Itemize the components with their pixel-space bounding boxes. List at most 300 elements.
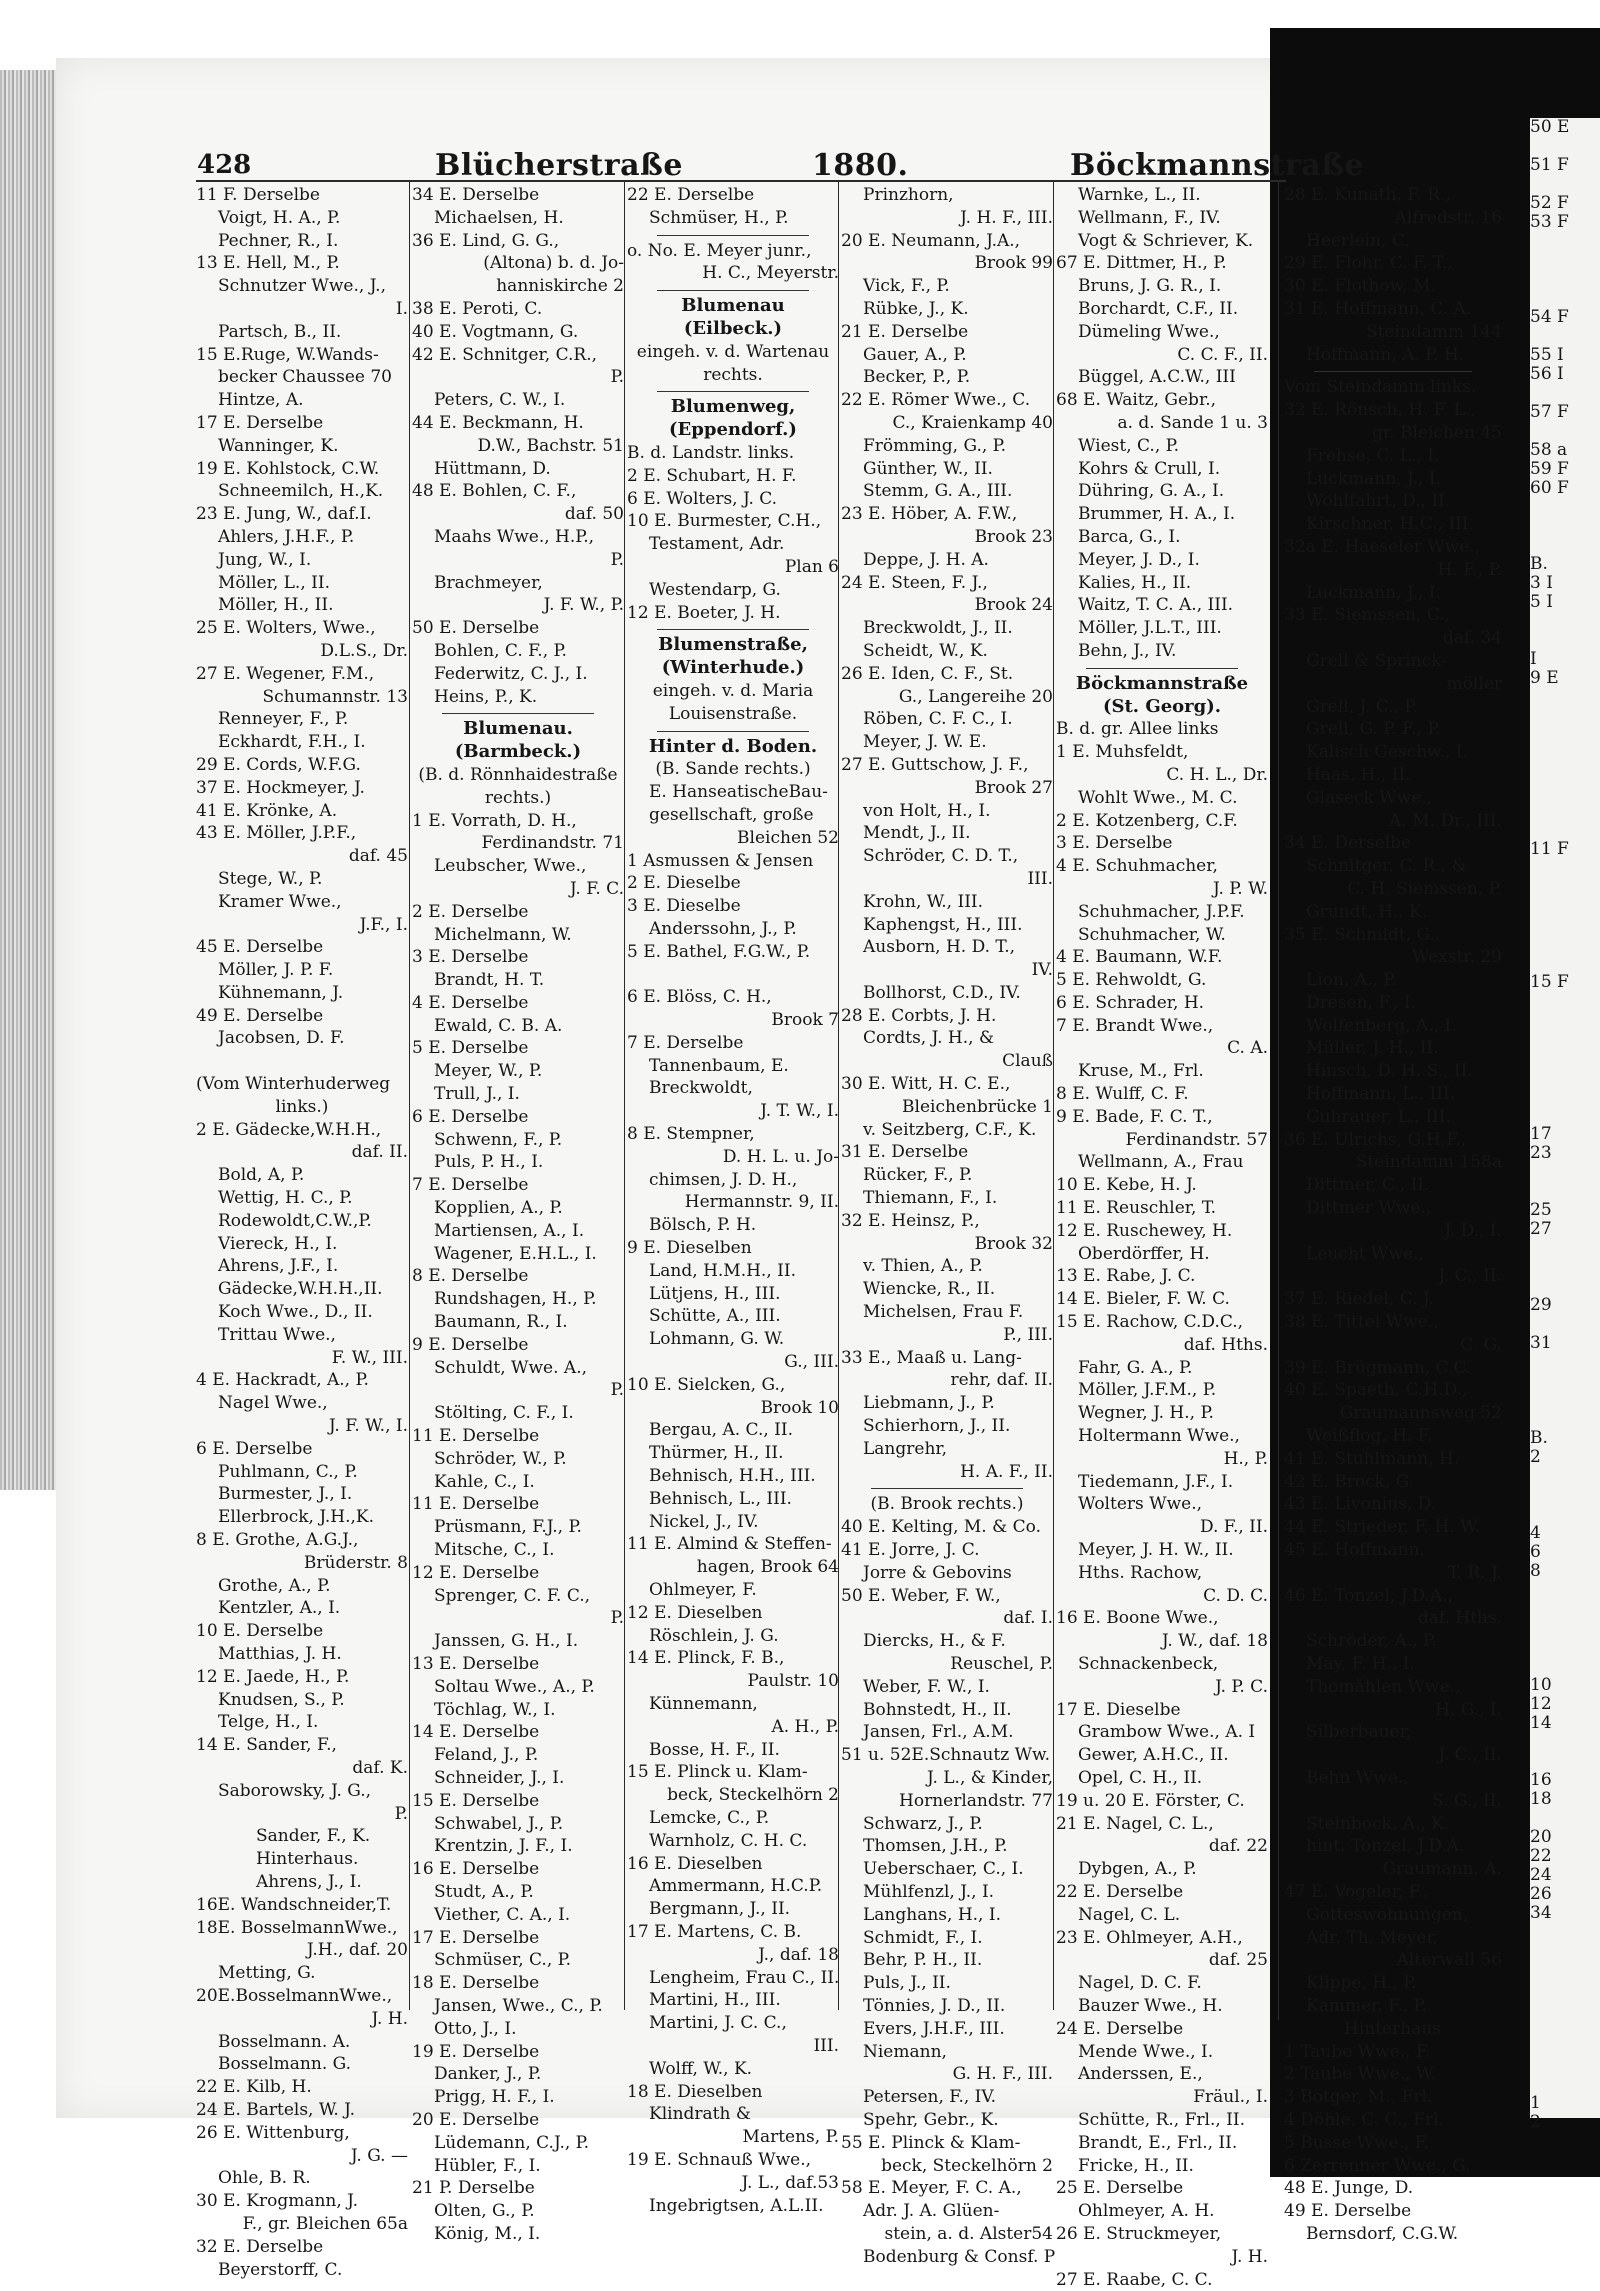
directory-entry: 32 E. Heinsz, P., bbox=[841, 1210, 980, 1231]
directory-entry: C. D. C. bbox=[1203, 1585, 1268, 1606]
directory-entry: Schmüser, C., P. bbox=[434, 1950, 572, 1971]
directory-entry: 16 E. Derselbe bbox=[412, 1859, 540, 1880]
directory-entry: J. G. — bbox=[350, 2145, 408, 2166]
directory-entry: J. L., daf.53 bbox=[741, 2172, 839, 2193]
directory-entry: Meyer, W., P. bbox=[434, 1061, 543, 1082]
directory-entry: Behn Wwe., bbox=[1306, 1767, 1409, 1788]
directory-entry: 9 E. Bade, F. C. T., bbox=[1056, 1106, 1213, 1127]
adjacent-page-number bbox=[1530, 745, 1600, 764]
directory-entry: Jansen, Wwe., C., P. bbox=[434, 1995, 603, 2016]
directory-entry: 37 E. Hockmeyer, J. bbox=[196, 777, 365, 798]
directory-entry: 11 E. Reuschler, T. bbox=[1056, 1198, 1217, 1219]
directory-entry: Hermannstr. 9, II. bbox=[684, 1192, 839, 1213]
directory-entry: Glaseck Wwe., bbox=[1306, 787, 1433, 808]
directory-entry: 2 Taube Wwe., W. bbox=[1284, 2064, 1436, 2085]
directory-entry: 6 E. Blöss, C. H., bbox=[627, 987, 772, 1008]
directory-entry: Hinsch, D. H. S., II. bbox=[1306, 1061, 1473, 1082]
directory-entry: E. HanseatischeBau- bbox=[649, 782, 828, 803]
directory-entry: Otto, J., I. bbox=[434, 2018, 517, 2039]
directory-entry: Fahr, G. A., P. bbox=[1078, 1357, 1193, 1378]
adjacent-page-number bbox=[1530, 1486, 1600, 1505]
column-5 bbox=[1056, 184, 1268, 2291]
adjacent-page-number bbox=[1530, 726, 1600, 745]
directory-entry: Brook 10 bbox=[760, 1397, 839, 1418]
directory-entry: 21 P. Derselbe bbox=[412, 2178, 535, 2199]
directory-entry: Günther, W., II. bbox=[863, 458, 993, 479]
adjacent-page-number bbox=[1530, 2018, 1600, 2037]
directory-entry: 4 Döhle, C. C., Frl. bbox=[1284, 2109, 1444, 2130]
directory-entry: Schütte, A., III. bbox=[649, 1306, 781, 1327]
directory-entry: Voigt, H. A., P. bbox=[218, 207, 341, 228]
directory-entry: Frömming, G., P. bbox=[863, 435, 1007, 456]
directory-entry: Wolff, W., K. bbox=[649, 2058, 753, 2079]
adjacent-page-number: 31 bbox=[1530, 1333, 1552, 1353]
column-1 bbox=[196, 184, 408, 2281]
directory-entry: Martini, J. C. C., bbox=[649, 2013, 787, 2034]
directory-entry: Schuhmacher, J.P.F. bbox=[1078, 901, 1245, 922]
directory-entry: Brook 99 bbox=[974, 253, 1053, 274]
street-heading: Blumenau. bbox=[463, 718, 573, 740]
adjacent-page-number: 16 bbox=[1530, 1770, 1552, 1790]
directory-entry: Langrehr, bbox=[863, 1438, 948, 1459]
directory-entry: Peters, C. W., I. bbox=[434, 390, 566, 411]
directory-entry: Meyer, J. W. E. bbox=[863, 732, 987, 753]
directory-entry: Steinbock, A., K. bbox=[1306, 1813, 1450, 1834]
directory-entry: 17 E. Derselbe bbox=[412, 1927, 540, 1948]
directory-entry: daf. 50 bbox=[564, 504, 624, 525]
directory-entry: Warnke, L., II. bbox=[1078, 185, 1201, 205]
directory-entry: daf. 22 bbox=[1208, 1836, 1268, 1857]
directory-entry: Schnutzer Wwe., J., bbox=[218, 276, 386, 297]
column-4 bbox=[841, 184, 1056, 2269]
directory-entry: J. F. W., I. bbox=[328, 1416, 408, 1437]
adjacent-page-number bbox=[1530, 384, 1600, 403]
directory-entry: Weißflog, H. F. bbox=[1306, 1426, 1433, 1447]
directory-entry: Koch Wwe., D., II. bbox=[218, 1302, 373, 1323]
directory-entry: Brummer, H. A., I. bbox=[1078, 504, 1236, 525]
directory-entry: Grell & Sprinck- bbox=[1306, 650, 1447, 671]
adjacent-page-number: 52 F bbox=[1530, 193, 1569, 213]
directory-entry: Dümeling Wwe., bbox=[1078, 321, 1220, 342]
directory-entry: Langhans, H., I. bbox=[863, 1904, 1001, 1925]
directory-entry: Schneider, J., I. bbox=[434, 1767, 565, 1788]
directory-entry: 2 E. Derselbe bbox=[412, 901, 529, 922]
directory-entry: 43 E. Möller, J.P.F., bbox=[196, 823, 357, 844]
directory-entry: Gewer, A.H.C., II. bbox=[1078, 1745, 1229, 1766]
directory-entry: Thomählen Wwe., bbox=[1306, 1676, 1461, 1697]
directory-entry: 22 E. Römer Wwe., C. bbox=[841, 390, 1031, 411]
directory-entry: Bergau, A. C., II. bbox=[649, 1420, 793, 1441]
directory-entry: 33 E., Maaß u. Lang- bbox=[841, 1347, 1022, 1368]
section-rule bbox=[657, 235, 809, 236]
adjacent-page-number bbox=[1530, 2037, 1600, 2056]
adjacent-page-number bbox=[1530, 1353, 1600, 1372]
directory-entry: Mühlfenzl, J., I. bbox=[863, 1881, 995, 1902]
directory-entry: D. H. L. u. Jo- bbox=[722, 1146, 839, 1167]
adjacent-page-number: 60 F bbox=[1530, 478, 1569, 498]
directory-entry: (Altona) b. d. Jo- bbox=[483, 253, 624, 274]
directory-entry: Behr, P. H., II. bbox=[863, 1950, 983, 1971]
directory-entry: Rodewoldt,C.W.,P. bbox=[218, 1210, 372, 1231]
directory-entry: 67 E. Dittmer, H., P. bbox=[1056, 253, 1227, 274]
directory-entry: Trull, J., I. bbox=[434, 1084, 520, 1105]
directory-entry: 19 u. 20 E. Förster, C. bbox=[1056, 1790, 1245, 1811]
adjacent-page-number: 14 bbox=[1530, 1713, 1552, 1733]
directory-entry: Wanninger, K. bbox=[218, 435, 339, 456]
directory-entry: Brachmeyer, bbox=[434, 572, 543, 593]
directory-entry: Mitsche, C., I. bbox=[434, 1540, 555, 1561]
directory-entry: 1 E. Muhsfeldt, bbox=[1056, 742, 1189, 763]
directory-entry: Tiedemann, J.F., I. bbox=[1078, 1471, 1234, 1492]
directory-entry: Kohrs & Crull, I. bbox=[1078, 458, 1221, 479]
directory-entry bbox=[627, 964, 839, 987]
directory-entry: daf. 45 bbox=[348, 846, 408, 867]
directory-entry: Nagel Wwe., bbox=[218, 1393, 328, 1414]
directory-entry: D.W., Bachstr. 51 bbox=[477, 435, 624, 456]
directory-entry: 36 E. Lind, G. G., bbox=[412, 230, 560, 251]
directory-entry: 13 E. Derselbe bbox=[412, 1654, 540, 1674]
directory-entry: Breckwoldt, J., II. bbox=[863, 618, 1013, 639]
directory-entry: H., P. bbox=[1223, 1448, 1268, 1469]
directory-entry: Kramer Wwe., bbox=[218, 891, 342, 912]
directory-entry: v. Thien, A., P. bbox=[863, 1256, 983, 1277]
adjacent-page-number bbox=[1530, 1467, 1600, 1486]
directory-entry: H. A. F., II. bbox=[960, 1461, 1053, 1482]
directory-entry: Jorre & Gebovins bbox=[863, 1562, 1012, 1583]
adjacent-page-number bbox=[1530, 1030, 1600, 1049]
directory-entry: 9 E. Dieselben bbox=[627, 1238, 752, 1259]
directory-entry: 26 E. Struckmeyer, bbox=[1056, 2223, 1222, 2244]
adjacent-page-number bbox=[1530, 688, 1600, 707]
directory-entry: Schierhorn, J., II. bbox=[863, 1416, 1011, 1437]
directory-entry: 11 E. Almind & Steffen- bbox=[627, 1534, 832, 1555]
directory-entry: Diercks, H., & F. bbox=[863, 1631, 1006, 1652]
directory-entry: F. W., III. bbox=[331, 1347, 408, 1368]
directory-entry: Künnemann, bbox=[649, 1694, 758, 1714]
directory-entry: Telge, H., I. bbox=[218, 1712, 319, 1733]
section-rule bbox=[657, 391, 809, 392]
adjacent-page-number bbox=[1530, 1410, 1600, 1429]
directory-entry: 7 E. Brandt Wwe., bbox=[1056, 1015, 1214, 1036]
directory-entry: Luckmann, J., I. bbox=[1306, 582, 1441, 603]
directory-entry: Bosse, H. F., II. bbox=[649, 1739, 780, 1760]
directory-entry: 2 E. Kotzenberg, C.F. bbox=[1056, 810, 1238, 831]
adjacent-page-number: 8 bbox=[1530, 1561, 1541, 1581]
directory-entry: eingeh. v. d. Wartenau bbox=[636, 341, 830, 362]
directory-entry: Wiest, C., P. bbox=[1078, 435, 1180, 456]
adjacent-page-number bbox=[1530, 517, 1600, 536]
adjacent-page-number bbox=[1530, 1258, 1600, 1277]
directory-entry: Hüttmann, D. bbox=[434, 458, 551, 479]
header-rule bbox=[196, 180, 1286, 182]
directory-entry: hanniskirche 2 bbox=[496, 276, 624, 297]
adjacent-page-number bbox=[1530, 1087, 1600, 1106]
adjacent-page-number bbox=[1530, 1581, 1600, 1600]
directory-entry: 41 E. Stuhlmann, H. bbox=[1284, 1448, 1460, 1469]
directory-entry: Land, H.M.H., II. bbox=[649, 1260, 796, 1281]
adjacent-page-number: 5 I bbox=[1530, 592, 1553, 612]
adjacent-page-number bbox=[1530, 1942, 1600, 1961]
directory-entry: daf. Hths. bbox=[1417, 1608, 1502, 1629]
directory-entry: gesellschaft, große bbox=[649, 804, 814, 825]
directory-entry: Louisenstraße. bbox=[668, 703, 798, 724]
directory-entry: Grambow Wwe., A. I bbox=[1078, 1722, 1256, 1743]
adjacent-page-number bbox=[1530, 612, 1600, 631]
adjacent-page-number bbox=[1530, 1600, 1600, 1619]
directory-entry: möller bbox=[1446, 673, 1502, 694]
directory-entry: Grell, G. P. F., P. bbox=[1306, 719, 1441, 740]
directory-entry: Ahrens, J.F., I. bbox=[218, 1256, 339, 1277]
directory-entry: 42 E. Brock, G. bbox=[1284, 1471, 1415, 1492]
adjacent-page-number bbox=[1530, 1752, 1600, 1771]
directory-entry: 38 E. Tittel Wwe., bbox=[1284, 1312, 1439, 1333]
directory-entry: C. A. bbox=[1227, 1038, 1268, 1059]
directory-entry: Röben, C. F. C., I. bbox=[863, 709, 1013, 730]
directory-entry: 27 E. Guttschow, J. F., bbox=[841, 754, 1029, 775]
column-rule bbox=[1278, 180, 1279, 2020]
directory-entry: Fricke, H., II. bbox=[1078, 2155, 1194, 2176]
section-rule bbox=[657, 629, 809, 630]
adjacent-page-number bbox=[1530, 1049, 1600, 1068]
directory-entry: Martens, P. bbox=[742, 2127, 839, 2148]
directory-entry: III. bbox=[813, 2035, 839, 2056]
directory-entry: Büggel, A.C.W., III bbox=[1078, 367, 1236, 388]
directory-entry: daf. 34 bbox=[1442, 628, 1502, 649]
directory-entry: Möller, J.L.T., III. bbox=[1078, 618, 1222, 639]
directory-entry: Schuhmacher, W. bbox=[1078, 924, 1226, 945]
directory-entry: Gauer, A., P. bbox=[863, 344, 967, 365]
directory-entry: Schütte, R., Frl., II. bbox=[1078, 2109, 1246, 2130]
directory-entry: Bohnstedt, H., II. bbox=[863, 1699, 1012, 1720]
directory-entry: Sander, F., K. bbox=[256, 1826, 371, 1847]
directory-entry: Lemcke, C., P. bbox=[649, 1807, 770, 1828]
directory-entry: Barca, G., I. bbox=[1078, 526, 1181, 547]
directory-entry: 6 E. Derselbe bbox=[196, 1438, 313, 1459]
directory-entry: Dittmer Wwe., bbox=[1306, 1198, 1432, 1219]
directory-entry: daf. II. bbox=[351, 1142, 408, 1163]
directory-entry: Danker, J., P. bbox=[434, 2064, 542, 2085]
section-rule bbox=[1086, 668, 1238, 669]
directory-entry: Möller, J. P. F. bbox=[218, 960, 334, 981]
directory-entry: Hintze, A. bbox=[218, 390, 304, 411]
section-rule bbox=[1314, 371, 1472, 372]
directory-entry: 23 E. Jung, W., daf.I. bbox=[196, 504, 372, 525]
directory-entry: Hinterhaus bbox=[1344, 2018, 1441, 2039]
adjacent-page-number bbox=[1530, 1372, 1600, 1391]
directory-entry: Warnholz, C. H. C. bbox=[649, 1830, 808, 1851]
directory-entry: 24 E. Steen, F. J., bbox=[841, 572, 988, 593]
directory-entry: 34 E. Derselbe bbox=[412, 185, 540, 205]
directory-entry: stein, a. d. Alster54 bbox=[884, 2223, 1053, 2244]
directory-entry: 4 E. Derselbe bbox=[412, 992, 529, 1013]
directory-entry: Westendarp, G. bbox=[649, 579, 781, 600]
directory-entry: 40 E. Vogtmann, G. bbox=[412, 321, 579, 342]
street-heading: Blumenstraße, bbox=[658, 634, 808, 656]
adjacent-page-number: 4 bbox=[1530, 1523, 1541, 1543]
adjacent-page-number: 56 I bbox=[1530, 364, 1564, 384]
street-heading: (St. Georg). bbox=[1102, 695, 1222, 717]
directory-entry: Schuldt, Wwe. A., bbox=[434, 1357, 587, 1378]
directory-entry: Brandt, E., Frl., II. bbox=[1078, 2132, 1238, 2153]
directory-entry: Vick, F., P. bbox=[863, 276, 950, 297]
directory-entry: Kirschner, H.C., III. bbox=[1306, 514, 1474, 535]
directory-entry: Jung, W., I. bbox=[218, 549, 312, 570]
directory-entry: Prüsmann, F.J., P. bbox=[434, 1517, 582, 1538]
directory-entry: König, M., I. bbox=[434, 2223, 541, 2244]
adjacent-page-number: 9 E bbox=[1530, 668, 1559, 688]
directory-entry: J., daf. 18 bbox=[758, 1944, 839, 1965]
adjacent-page-number bbox=[1530, 1505, 1600, 1524]
directory-entry: daf. I. bbox=[1003, 1608, 1053, 1629]
directory-entry: Behnisch, L., III. bbox=[649, 1488, 792, 1509]
directory-entry: 19 E. Schnauß Wwe., bbox=[627, 2149, 812, 2170]
directory-entry: 12 E. Jaede, H., P. bbox=[196, 1666, 350, 1687]
directory-entry: 28 E. Corbts, J. H. bbox=[841, 1005, 997, 1026]
directory-entry: 35 E. Schmidt, G., bbox=[1284, 924, 1441, 945]
directory-entry: 1 Asmussen & Jensen bbox=[627, 850, 814, 871]
directory-entry: Oberdörffer, H. bbox=[1078, 1243, 1210, 1264]
adjacent-page-number bbox=[1530, 1657, 1600, 1676]
directory-entry: Jacobsen, D. F. bbox=[218, 1028, 345, 1049]
directory-entry: Brook 7 bbox=[771, 1010, 839, 1031]
directory-entry: Schumannstr. 13 bbox=[262, 686, 408, 707]
directory-entry: B. d. gr. Allee links bbox=[1056, 719, 1219, 740]
adjacent-page-number bbox=[1530, 1999, 1600, 2018]
adjacent-page-number bbox=[1530, 1239, 1600, 1258]
directory-entry: Viereck, H., I. bbox=[218, 1233, 338, 1254]
directory-entry: Wexstr. 29 bbox=[1412, 947, 1502, 968]
directory-entry: 37 E. Riedel, C. J. bbox=[1284, 1289, 1434, 1310]
directory-entry: o. No. E. Meyer junr., bbox=[627, 240, 812, 261]
directory-entry: Kahle, C., I. bbox=[434, 1471, 535, 1492]
directory-entry: 5 E. Rehwoldt, G. bbox=[1056, 970, 1207, 991]
adjacent-page-number: 25 bbox=[1530, 1200, 1552, 1220]
directory-entry: Wellmann, F., IV. bbox=[1078, 207, 1221, 228]
directory-entry: Wohlfahrt, D., II. bbox=[1306, 491, 1451, 512]
adjacent-page-number: 55 I bbox=[1530, 345, 1564, 365]
adjacent-page-number: 24 bbox=[1530, 1865, 1552, 1885]
adjacent-page-number bbox=[1530, 289, 1600, 308]
directory-entry: Wolfenberg, A., I. bbox=[1306, 1015, 1457, 1036]
directory-entry: 48 E. Junge, D. bbox=[1284, 2178, 1414, 2199]
directory-entry: 33 E. Siemssen, C., bbox=[1284, 605, 1450, 626]
directory-entry: 5 Busse Wwe., F. bbox=[1284, 2132, 1430, 2153]
adjacent-page-number: 2 bbox=[1530, 1447, 1541, 1467]
adjacent-page-number bbox=[1530, 992, 1600, 1011]
directory-entry: 32 E. Rönsch, H. F. L., bbox=[1284, 400, 1476, 421]
directory-entry: 12 E. Boeter, J. H. bbox=[627, 602, 781, 623]
street-heading: (Winterhude.) bbox=[661, 657, 805, 679]
street-heading: Blumenau bbox=[681, 295, 785, 317]
directory-entry: daf. K. bbox=[352, 1757, 408, 1778]
directory-entry: 6 Zerrenner Wwe., G. bbox=[1284, 2155, 1471, 2176]
directory-entry: 22 E. Derselbe bbox=[1056, 1881, 1184, 1902]
directory-entry: (Vom Winterhuderweg bbox=[196, 1074, 391, 1095]
directory-entry: Schwenn, F., P. bbox=[434, 1129, 563, 1150]
adjacent-page-edge bbox=[1530, 117, 1600, 2132]
adjacent-page-number bbox=[1530, 251, 1600, 270]
directory-entry: 20 E. Derselbe bbox=[412, 2109, 540, 2130]
adjacent-page-number: 11 F bbox=[1530, 839, 1569, 859]
directory-entry: 13 E. Rabe, J. C. bbox=[1056, 1266, 1196, 1287]
directory-entry: Eckhardt, F.H., I. bbox=[218, 732, 366, 753]
directory-entry: Adr. J. A. Glüen- bbox=[863, 2201, 1000, 2222]
directory-entry: 21 E. Nagel, C. L., bbox=[1056, 1813, 1214, 1834]
directory-entry: 22 E. Kilb, H. bbox=[196, 2077, 312, 2098]
adjacent-page-number bbox=[1530, 498, 1600, 517]
street-heading: Hinter d. Boden. bbox=[648, 735, 818, 757]
directory-entry: 40 E. Spaeth, C.H.D., bbox=[1284, 1380, 1468, 1401]
directory-entry: 14 E. Plinck, F. B., bbox=[627, 1648, 785, 1669]
directory-entry: 18 E. Dieselben bbox=[627, 2081, 763, 2102]
adjacent-page-number bbox=[1530, 422, 1600, 441]
directory-entry: Beyerstorff, C. bbox=[218, 2259, 343, 2280]
adjacent-page-number bbox=[1530, 783, 1600, 802]
directory-entry: 11 E. Derselbe bbox=[412, 1426, 540, 1447]
directory-entry: 10 E. Derselbe bbox=[196, 1621, 324, 1642]
directory-entry: 8 E. Stempner, bbox=[627, 1124, 755, 1145]
directory-entry: Feland, J., P. bbox=[434, 1745, 539, 1766]
directory-entry: Gädecke,W.H.H.,II. bbox=[218, 1279, 383, 1300]
directory-entry: 30 E. Witt, H. C. E., bbox=[841, 1074, 1011, 1095]
adjacent-page-number: 17 bbox=[1530, 1124, 1552, 1144]
directory-entry: v. Seitzberg, C.F., K. bbox=[863, 1119, 1037, 1140]
directory-entry: Luckmann, J., I. bbox=[1306, 468, 1441, 489]
directory-entry: 26 E. Wittenburg, bbox=[196, 2122, 350, 2143]
directory-entry: Tönnies, J. D., II. bbox=[863, 1995, 1006, 2016]
directory-entry: Brook 24 bbox=[974, 595, 1053, 616]
directory-entry: Meyer, J. H. W., II. bbox=[1078, 1540, 1234, 1561]
directory-entry: 3 Bötger, M., Frl. bbox=[1284, 2087, 1433, 2108]
directory-entry: Nagel, D. C. F. bbox=[1078, 1973, 1202, 1994]
directory-entry: Kühnemann, J. bbox=[218, 982, 344, 1003]
directory-entry: Schwarz, J., P. bbox=[863, 1813, 983, 1834]
directory-entry: Becker, P., P. bbox=[863, 367, 971, 388]
adjacent-page-number: 23 bbox=[1530, 1143, 1552, 1163]
directory-entry: Stemm, G. A., III. bbox=[863, 481, 1013, 502]
directory-entry: Bleichen 52 bbox=[737, 827, 839, 848]
directory-entry: Möller, L., II. bbox=[218, 572, 330, 593]
directory-entry: (B. Sande rechts.) bbox=[655, 759, 811, 780]
directory-entry: Thürmer, H., II. bbox=[649, 1443, 784, 1464]
directory-entry: Möller, H., II. bbox=[218, 595, 334, 616]
directory-entry: Ferdinandstr. 71 bbox=[481, 833, 624, 854]
adjacent-page-number bbox=[1530, 1809, 1600, 1828]
directory-entry: Michaelsen, H. bbox=[434, 207, 564, 228]
directory-entry: 46 E. Tonzel, J.D.A., bbox=[1284, 1585, 1454, 1606]
adjacent-page-number bbox=[1530, 2075, 1600, 2094]
adjacent-page-number: 26 bbox=[1530, 1884, 1552, 1904]
directory-entry: Sprenger, C. F. C., bbox=[434, 1585, 591, 1606]
directory-entry: 25 E. Derselbe bbox=[1056, 2178, 1184, 2199]
adjacent-page-number: 18 bbox=[1530, 1789, 1552, 1809]
directory-entry: J. L., & Kinder, bbox=[926, 1767, 1053, 1788]
directory-entry: 25 E. Wolters, Wwe., bbox=[196, 618, 376, 639]
directory-entry: 2 E. Gädecke,W.H.H., bbox=[196, 1119, 382, 1140]
directory-entry: Ingebrigtsen, A.L.II. bbox=[649, 2195, 824, 2216]
directory-entry: 12 E. Dieselben bbox=[627, 1602, 763, 1623]
directory-entry: Dresen, F., I. bbox=[1306, 992, 1416, 1013]
directory-entry: Cordts, J. H., & bbox=[863, 1028, 995, 1049]
directory-entry: Ferdinandstr. 57 bbox=[1125, 1129, 1268, 1150]
directory-entry: Niemann, bbox=[863, 2041, 947, 2062]
directory-entry: Michelmann, W. bbox=[434, 924, 572, 945]
directory-entry: Gotteswohnungen, bbox=[1306, 1904, 1469, 1925]
directory-entry: 58 E. Meyer, F. C. A., bbox=[841, 2178, 1022, 2199]
directory-entry: Bernsdorf, C.G.W. bbox=[1306, 2223, 1459, 2244]
directory-entry: Kalisch Geschw., I. bbox=[1306, 742, 1469, 763]
directory-entry: Martiensen, A., I. bbox=[434, 1220, 585, 1241]
